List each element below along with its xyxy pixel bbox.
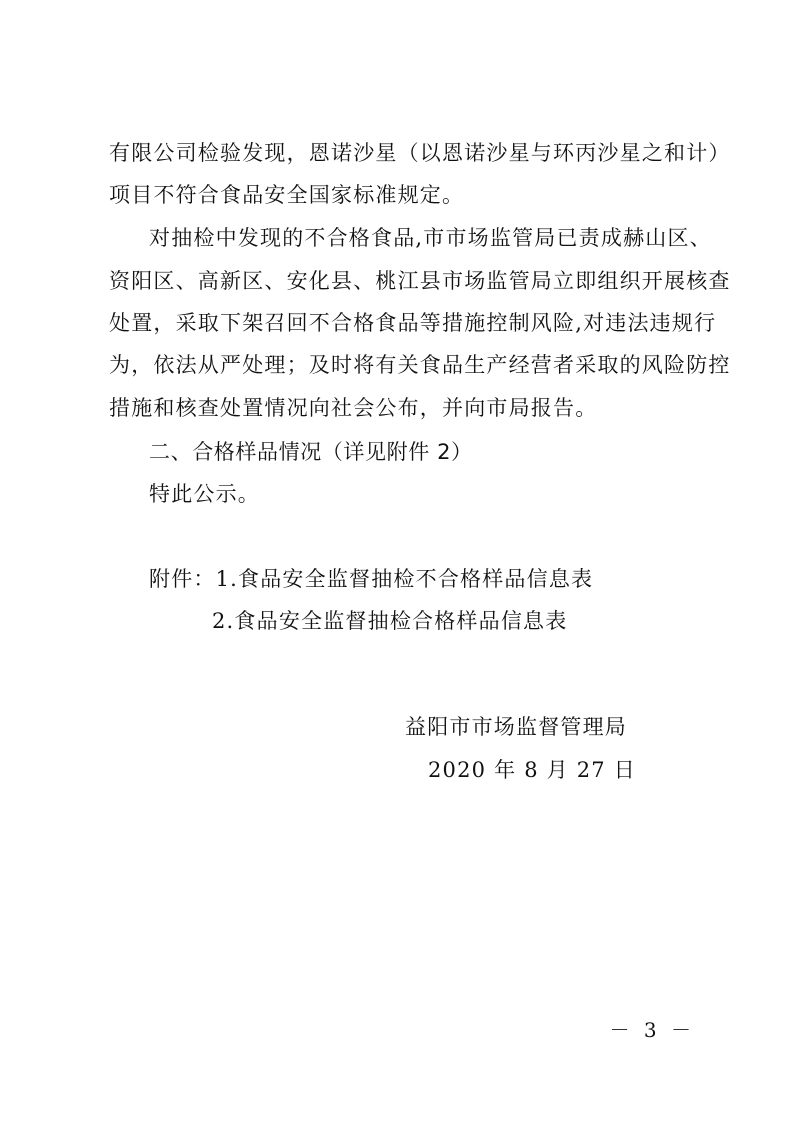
paragraph-2-line-5: 措施和核查处置情况向社会公布，并向市局报告。 — [109, 396, 598, 420]
paragraph-2-line-1: 对抽检中发现的不合格食品,市市场监管局已责成赫山区、 — [149, 226, 712, 250]
paragraph-1-line-2: 项目不符合食品安全国家标准规定。 — [109, 183, 465, 207]
attachment-item-2: 2.食品安全监督抽检合格样品信息表 — [212, 609, 568, 633]
page-number: － 3 － — [609, 1018, 695, 1042]
paragraph-2-line-3: 处置，采取下架召回不合格食品等措施控制风险,对违法违规行 — [109, 311, 717, 335]
signature-organization: 益阳市市场监督管理局 — [405, 715, 627, 739]
paragraph-2-line-2: 资阳区、高新区、安化县、桃江县市场监管局立即组织开展核查 — [109, 269, 731, 293]
paragraph-2-line-4: 为，依法从严处理；及时将有关食品生产经营者采取的风险防控 — [109, 353, 731, 377]
closing-text: 特此公示。 — [149, 482, 260, 506]
attachment-item-1: 附件：1.食品安全监督抽检不合格样品信息表 — [149, 567, 594, 591]
paragraph-1-line-1: 有限公司检验发现，恩诺沙星（以恩诺沙星与环丙沙星之和计） — [109, 141, 731, 165]
signature-date: 2020 年 8 月 27 日 — [428, 758, 636, 782]
section-heading: 二、合格样品情况（详见附件 2） — [149, 440, 473, 464]
